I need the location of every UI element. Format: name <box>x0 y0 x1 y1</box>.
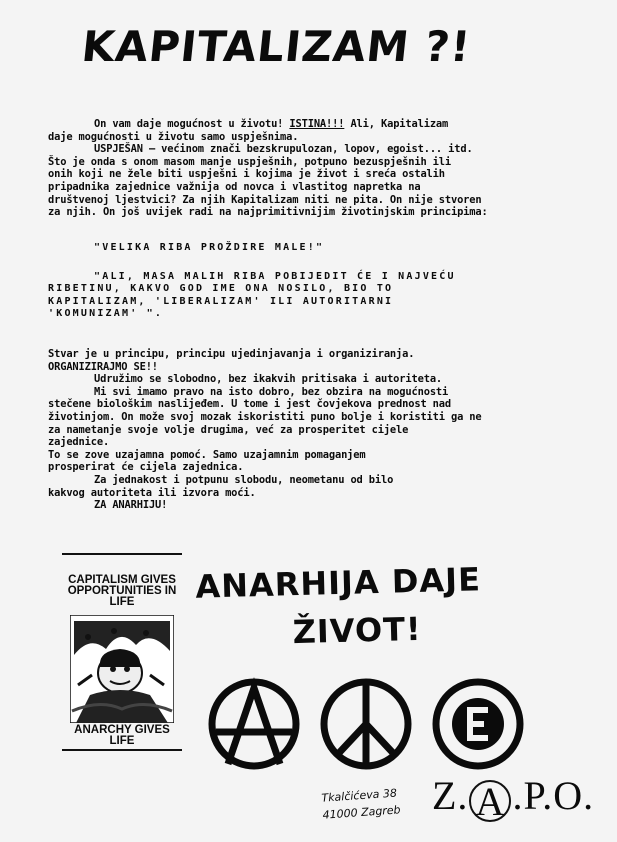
text-line: zajednice. <box>48 436 110 449</box>
closing-line: ZA ANARHIJU! <box>94 499 168 512</box>
poster-top-caption: CAPITALISM GIVES OPPORTUNITIES IN LIFE <box>67 574 177 608</box>
poster-drawing <box>70 615 174 723</box>
poster-top-rule <box>62 553 182 555</box>
address-line-1: Tkalčićeva 38 <box>321 786 398 805</box>
text-line: On vam daje mogućnost u životu! <box>94 118 284 130</box>
text-line: onih koji ne žele biti uspješni i kojima je život i sreća ostalih <box>48 168 445 181</box>
poster-illustration <box>62 553 182 753</box>
text-line: Stvar je u principu, principu ujedinjavanja i organiziranja. <box>48 348 415 360</box>
address <box>321 784 401 823</box>
slogan <box>195 553 557 658</box>
text-line: Udružimo se slobodno, bez ikakvih pritisaka i autoriteta. <box>94 373 443 386</box>
poster-bottom-caption: ANARCHY GIVES LIFE <box>74 724 170 747</box>
paragraph-1 <box>48 118 553 131</box>
quote-line: "ALI, MASA MALIH RIBA POBIJEDIT ĆE I NAJVEĆU <box>94 270 456 282</box>
signature-z: Z. <box>432 773 469 818</box>
text-emphasis: ISTINA!!! <box>289 118 345 130</box>
slogan-line-2: ŽIVOT! <box>292 609 423 652</box>
signature-rest: .P.O. <box>512 773 595 818</box>
anarchy-icon <box>206 676 302 772</box>
quote-line: RIBETINU, KAKVO GOD IME ONA NOSILO, BIO TO <box>48 283 394 295</box>
text-line: za nametanje svoje volje drugima, već za prosperitet cijele <box>48 423 409 436</box>
text-line: životinjom. On može svoj mozak iskoristiti puno bolje i koristiti ga ne <box>48 410 482 423</box>
text-line: kakvog autoriteta ili izvora moći. <box>48 486 256 499</box>
quote-block <box>48 242 553 321</box>
poster-bottom-rule <box>62 749 182 751</box>
text-line: Za jednakost i potpunu slobodu, neometanu od bilo <box>94 473 394 486</box>
quote-line: KAPITALIZAM, 'LIBERALIZAM' ILI AUTORITARNI <box>48 295 394 307</box>
body-text-top <box>48 118 553 219</box>
text-line: ORGANIZIRAJMO SE!! <box>48 360 158 373</box>
text-line: Što je onda s onom masom manje uspješnih, potpuno bezuspješnih ili <box>48 155 451 168</box>
slogan-line-1: ANARHIJA DAJE <box>194 560 482 606</box>
text-line: pripadnika zajednice važnija od novca i vlastitog napretka na <box>48 180 421 193</box>
page-title: KAPITALIZAM ?! <box>79 22 474 71</box>
body-text-bottom <box>48 348 553 512</box>
text-line: daje mogućnosti u životu samo uspješnima. <box>48 130 299 143</box>
signature-circled-a: A <box>469 780 511 822</box>
text-line: za njih. On još uvijek radi na najprimitivnijim životinjskim principima: <box>48 206 488 219</box>
signature-logo <box>432 772 594 822</box>
text-line: Ali, Kapitalizam <box>350 118 449 130</box>
text-line: To se zove uzajamna pomoć. Samo uzajamnim pomaganjem <box>48 448 366 461</box>
address-line-2: 41000 Zagreb <box>322 803 401 822</box>
text-line: društvenoj ljestvici? Za njih Kapitalizam niti ne pita. On nije stvoren <box>48 193 482 206</box>
text-line: stečene biološkim naslijeđem. U tome i jest čovjekova prednost nad <box>48 398 451 411</box>
text-line: prosperirat će cijela zajednica. <box>48 461 244 474</box>
text-line: USPJEŠAN – većinom znači bezskrupulozan, lopov, egoist... itd. <box>94 143 473 156</box>
quote-line: "VELIKA RIBA PROŽDIRE MALE!" <box>94 242 325 253</box>
circle-e-icon <box>430 676 526 772</box>
quote-line: 'KOMUNIZAM' ". <box>48 308 164 320</box>
text-line: Mi svi imamo pravo na isto dobro, bez obzira na mogućnosti <box>94 385 449 398</box>
peace-icon <box>318 676 414 772</box>
